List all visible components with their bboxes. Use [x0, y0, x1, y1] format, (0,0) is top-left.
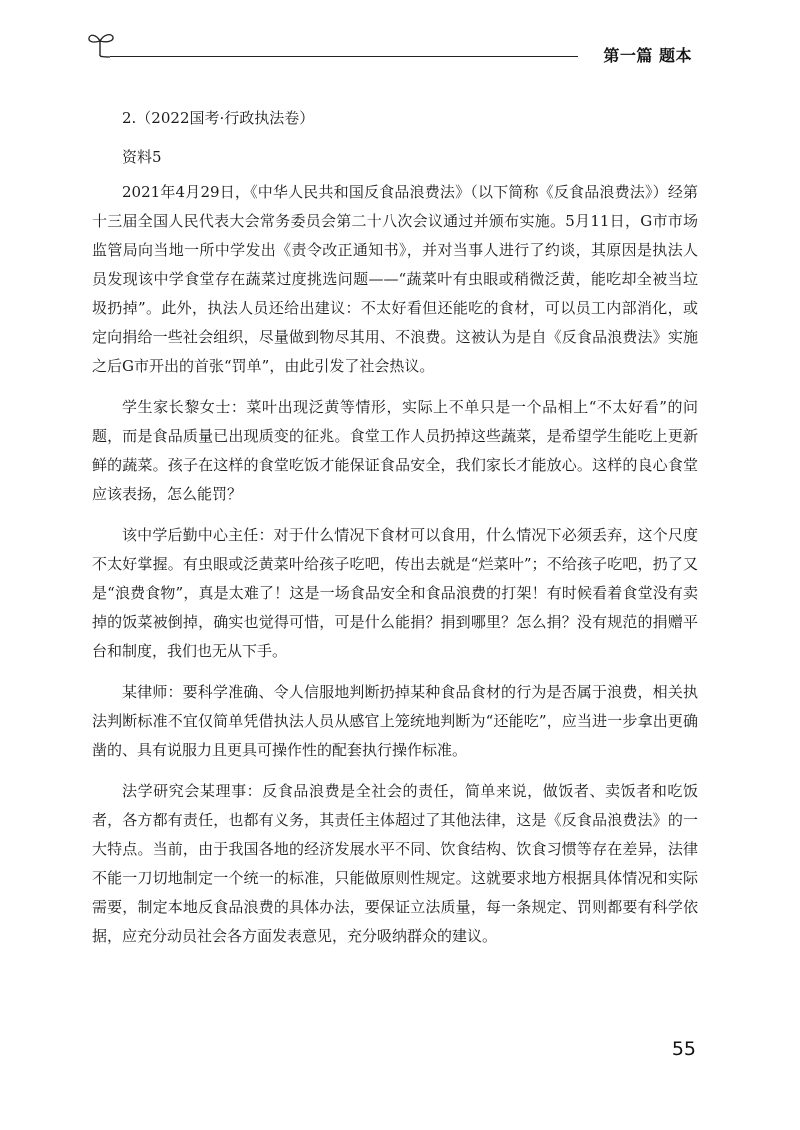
paragraph-parent: 学生家长黎女士：菜叶出现泛黄等情形，实际上不单只是一个品相上“不太好看”的问题，而是食品质量已出现质变的征兆。食堂工作人员扔掉这些蔬菜，是希望学生能吃上更新鲜的蔬菜。孩子在这样的食堂吃饭才能保证食品安全，我们家长才能放心。这样的良心食堂应该表扬，怎么能罚？ — [92, 398, 698, 503]
chapter-title: 第一篇 题本 — [603, 46, 692, 65]
question-heading: 2.（2022国考·行政执法卷） — [122, 109, 315, 127]
header-rule — [110, 56, 578, 57]
running-header — [86, 28, 696, 65]
sprout-icon — [86, 30, 116, 58]
page-content — [92, 104, 698, 951]
paragraph-lawyer: 某律师：要科学准确、令人信服地判断扔掉某种食品食材的行为是否属于浪费，相关执法判断标准不宜仅简单凭借执法人员从感官上笼统地判断为“还能吃”，应当进一步拿出更确凿的、具有说服力且更具可操作性的配套执行操作标准。 — [92, 683, 698, 759]
page-number: 55 — [671, 1038, 696, 1060]
paragraph-intro: 2021年4月29日，《中华人民共和国反食品浪费法》（以下简称《反食品浪费法》）经第十三届全国人民代表大会常务委员会第二十八次会议通过并颁布实施。5月11日，G市市场监管局向当地一所中学发出《责令改正通知书》，并对当事人进行了约谈，其原因是执法人员发现该中学食堂存在蔬菜过度挑选问题——“蔬菜叶有虫眼或稍微泛黄，能吃却全被当垃圾扔掉”。此外，执法人员还给出建议：不太好看但还能吃的食材，可以员工内部消化，或定向捐给一些社会组织，尽量做到物尽其用、不浪费。这被认为是自《反食品浪费法》实施之后G市开出的首张“罚单”，由此引发了社会热议。 — [92, 183, 698, 375]
material-label: 资料5 — [122, 148, 162, 166]
paragraph-law-society: 法学研究会某理事：反食品浪费是全社会的责任，简单来说，做饭者、卖饭者和吃饭者，各方都有责任，也都有义务，其责任主体超过了其他法律，这是《反食品浪费法》的一大特点。当前，由于我国各地的经济发展水平不同、饮食结构、饮食习惯等存在差异，法律不能一刀切地制定一个统一的标准，只能做原则性规定。这就要求地方根据具体情况和实际需要，制定本地反食品浪费的具体办法，要保证立法质量，每一条规定、罚则都要有科学依据，应充分动员社会各方面发表意见，充分吸纳群众的建议。 — [92, 782, 698, 945]
paragraph-logistics-director: 该中学后勤中心主任：对于什么情况下食材可以食用，什么情况下必须丢弃，这个尺度不太好掌握。有虫眼或泛黄菜叶给孩子吃吧，传出去就是“烂菜叶”；不给孩子吃吧，扔了又是“浪费食物”，真是太难了！这是一场食品安全和食品浪费的打架！有时候看着食堂没有卖掉的饭菜被倒掉，确实也觉得可惜，可是什么能捐？捐到哪里？怎么捐？没有规范的捐赠平台和制度，我们也无从下手。 — [92, 526, 698, 660]
